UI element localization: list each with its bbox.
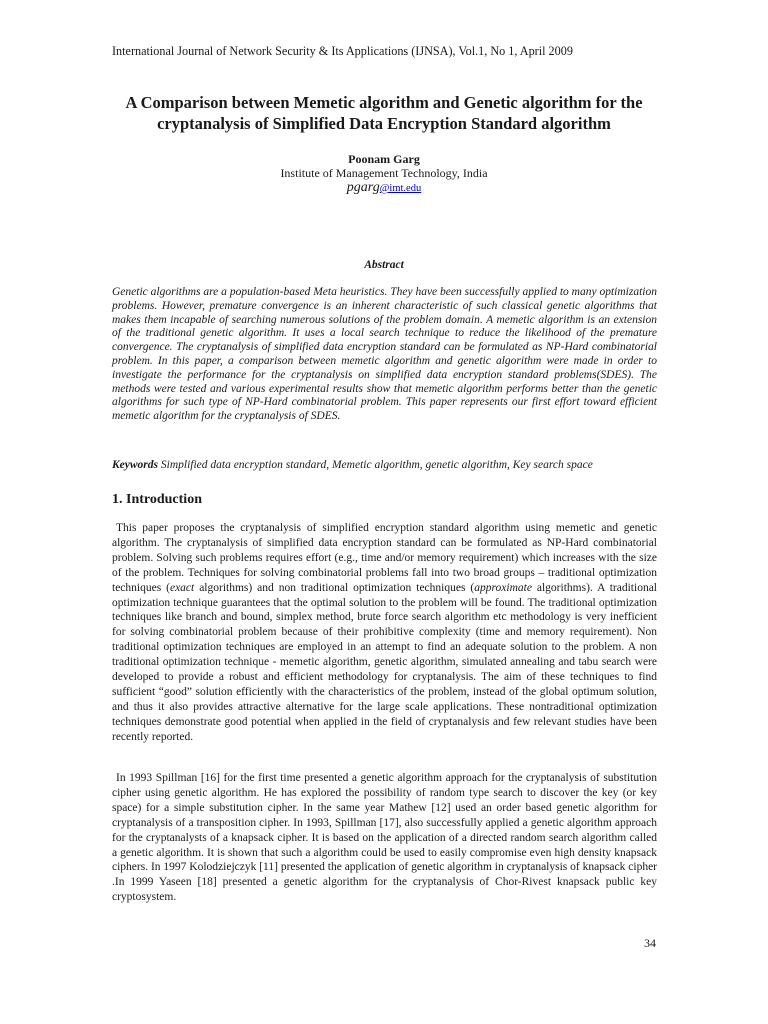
- paper-title: A Comparison between Memetic algorithm and Genetic algorithm for the cryptanalysis of Simplified Data Encryption Standard algorithm: [125, 93, 643, 133]
- keywords-text: Simplified data encryption standard, Memetic algorithm, genetic algorithm, Key search space: [158, 459, 593, 471]
- email-user: pgarg: [346, 180, 380, 195]
- abstract-heading: Abstract: [364, 259, 404, 271]
- abstract-body: Genetic algorithms are a population-based Meta heuristics. They have been successfully applied to many optimization problems. However, premature convergence is an inherent characteristic of such classical genetic algorithms that makes them incapable of searching numerous solutions of the problem domain. A memetic algorithm is an extension of the traditional genetic algorithm. It uses a local search technique to reduce the likelihood of the premature convergence. The cryptanalysis of simplified data encryption standard can be formulated as NP-Hard combinatorial problem. In this paper, a comparison between memetic algorithm and genetic algorithm were made in order to investigate the performance for the cryptanalysis on simplified data encryption standard problems(SDES). The methods were tested and various experimental results show that memetic algorithm performs better than the genetic algorithms for such type of NP-Hard combinatorial problem. This paper represents our first effort toward efficient memetic algorithm for the cryptanalysis of SDES.: [112, 286, 657, 423]
- author-name: Poonam Garg: [348, 152, 420, 166]
- author-email: [200, 180, 568, 196]
- intro-p2-text: In 1993 Spillman [16] for the first time presented a genetic algorithm approach for the cryptanalysis of substitution cipher using genetic algorithm. He has explored the possibility of random type search to discover the key (or key space) for a simple substitution cipher. In the same year Mathew [12] used an order based genetic algorithm for cryptanalysis of a transposition cipher. In 1993, Spillman [17], also successfully applied a genetic algorithm approach for the cryptanalysts of a knapsack cipher. It is based on the application of a directed random search algorithm called a genetic algorithm. It is shown that such a algorithm could be used to easily compromise even high density knapsack ciphers. In 1997 Kolodziejczyk [11] presented the application of genetic algorithm in cryptanalysis of knapsack cipher .In 1999 Yaseen [18] presented a genetic algorithm for the cryptanalysis of Chor-Rivest knapsack public key cryptosystem.: [112, 772, 658, 904]
- intro-p1-part-b: algorithms) and non traditional optimization techniques (: [194, 581, 475, 594]
- running-head: International Journal of Network Security & Its Applications (IJNSA), Vol.1, No 1, April 2009: [112, 44, 573, 58]
- intro-p1-part-c: algorithms). A traditional optimization technique guarantees that the optimal solution to the problem will be found. The traditional optimization techniques like branch and bound, simplex method, brute force search algorithm etc methodology is very inefficient for solving combinatorial problem because of their prohibitive complexity (time and memory requirement). Non traditional optimization techniques are employed in an attempt to find an adequate solution to the problem. A non traditional optimization technique - memetic algorithm, genetic algorithm, simulated annealing and tabu search were developed to provide a robust and efficient methodology for cryptanalysis. The aim of these techniques to find sufficient “good” solution efficiently with the characteristics of the problem, instead of the global optimum solution, and thus it also provides attractive alternative for the large scale applications. These nontraditional optimization techniques demonstrate good potential when applied in the field of cryptanalysis and few relevant studies have been recently reported.: [112, 581, 657, 743]
- section-heading-introduction: 1. Introduction: [112, 492, 202, 507]
- email-link[interactable]: @imt.edu: [379, 183, 422, 194]
- keywords-line: [112, 459, 657, 471]
- intro-p1-emphasis-exact: exact: [169, 581, 195, 594]
- author-affiliation: Institute of Management Technology, India: [280, 166, 488, 180]
- intro-paragraph-2: [112, 771, 657, 905]
- keywords-label: Keywords: [112, 459, 158, 471]
- intro-p1-emphasis-approximate: approximate: [474, 581, 532, 594]
- intro-paragraph-1: [112, 521, 657, 745]
- intro-p1-part-a: This paper proposes the cryptanalysis of simplified encryption standard algorithm using memetic and genetic algorithm. The cryptanalysis of simplified data encryption standard can be formulated as NP-Hard combinatorial problem. Solving such problems requires effort (e.g., time and/or memory requirement) which increases with the size of the problem. Techniques for solving combinatorial problems fall into two broad groups – traditional optimization techniques (: [112, 522, 657, 594]
- page-number: 34: [644, 936, 656, 950]
